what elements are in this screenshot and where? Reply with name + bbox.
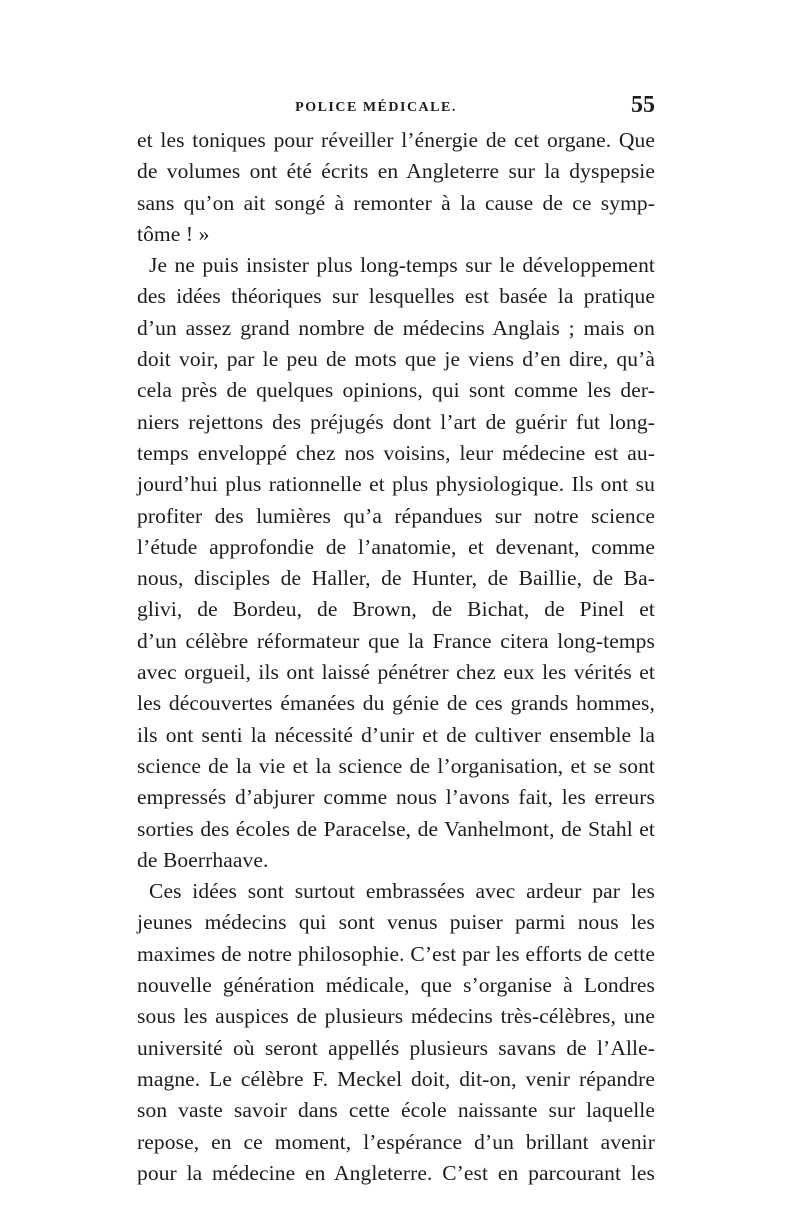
text-line: nous, disciples de Haller, de Hunter, de Baillie, de Ba- [137,566,655,591]
page-number: 55 [631,92,655,118]
text-line: avec orgueil, ils ont laissé pénétrer chez eux les vérités et [137,660,655,685]
text-line: pour la médecine en Angleterre. C’est en parcourant les [137,1160,655,1185]
text-line: l’étude approfondie de l’anatomie, et devenant, comme [137,534,655,559]
text-line: magne. Le célèbre F. Meckel doit, dit-on, venir répandre [137,1066,655,1091]
text-line: nouvelle génération médicale, que s’organise à Londres [137,973,655,998]
text-line: des idées théoriques sur lesquelles est basée la pratique [137,284,655,309]
text-line: repose, en ce moment, l’espérance d’un brillant avenir [137,1129,655,1154]
body-text [137,125,655,1189]
text-line: de volumes ont été écrits en Angleterre sur la dyspepsie [137,159,655,184]
text-line: et les toniques pour réveiller l’énergie de cet organe. Que [137,128,655,152]
page-header [137,92,655,126]
text-line: de Boerrhaave. [137,847,269,872]
text-line: son vaste savoir dans cette école naissante sur laquelle [137,1098,655,1123]
running-head: POLICE MÉDICALE. [295,100,457,115]
text-line: d’un assez grand nombre de médecins Anglais ; mais on [137,315,655,340]
text-line: d’un célèbre réformateur que la France citera long-temps [137,628,655,653]
text-line: ils ont senti la nécessité d’unir et de cultiver ensemble la [137,722,655,747]
text-line: niers rejettons des préjugés dont l’art de guérir fut long- [137,409,655,434]
text-line: jeunes médecins qui sont venus puiser parmi nous les [137,910,655,935]
text-line: cela près de quelques opinions, qui sont comme les der- [137,378,655,403]
text-line: glivi, de Bordeu, de Brown, de Bichat, de Pinel et [137,597,655,622]
text-line: les découvertes émanées du génie de ces grands hommes, [137,691,655,716]
text-line: sous les auspices de plusieurs médecins très-célèbres, une [137,1004,655,1029]
text-line: tôme ! » [137,221,210,246]
text-line: doit voir, par le peu de mots que je viens d’en dire, qu’à [137,347,655,372]
text-line: Ces idées sont surtout embrassées avec ardeur par les [149,879,655,904]
text-line: science de la vie et la science de l’organisation, et se sont [137,753,655,778]
text-line: maximes de notre philosophie. C’est par les efforts de cette [137,941,655,966]
text-line: université où seront appellés plusieurs savans de l’Alle- [137,1035,655,1060]
text-line: jourd’hui plus rationnelle et plus physiologique. Ils ont su [137,472,655,497]
text-line: temps enveloppé chez nos voisins, leur médecine est au- [137,440,655,465]
text-line: empressés d’abjurer comme nous l’avons fait, les erreurs [137,785,655,810]
text-line: sans qu’on ait songé à remonter à la cause de ce symp- [137,190,655,215]
text-line: Je ne puis insister plus long-temps sur le développement [149,253,655,278]
text-line: profiter des lumières qu’a répandues sur notre science [137,503,655,528]
text-line: sorties des écoles de Paracelse, de Vanhelmont, de Stahl et [137,816,655,841]
